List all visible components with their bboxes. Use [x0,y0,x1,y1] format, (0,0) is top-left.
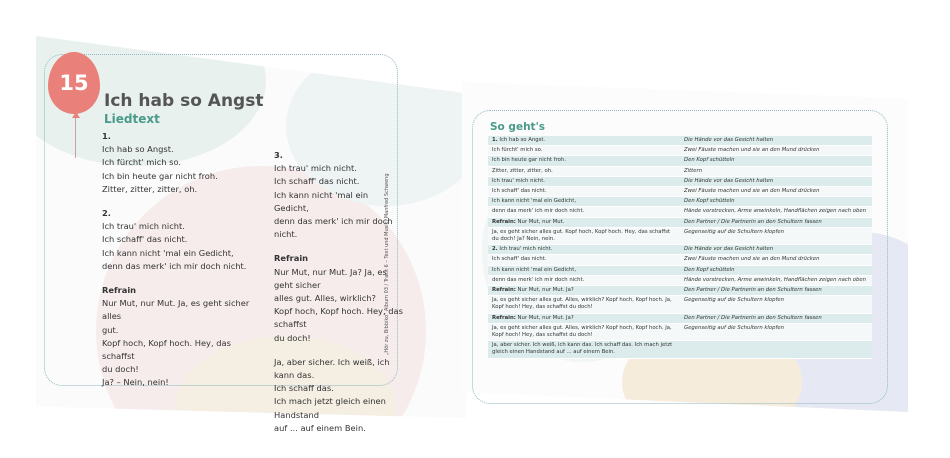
lyric-line: Ich schaff das. [274,383,334,394]
table-row [488,136,872,146]
table-row [488,314,872,324]
lyric-line: Kopf hoch, Kopf hoch. Hey, das schaffst [274,306,403,330]
lyric-line: Ich trau' mich nicht. [102,221,185,232]
lyric-line: gut. [102,324,119,335]
lyric-cell [488,286,680,295]
lyric-line: Ja? – Nein, nein! [102,377,169,388]
action-cell: Den Kopf schütteln [684,198,735,205]
row-text: Ich trau' mich nicht. [497,246,553,253]
table-row [488,296,872,313]
lyric-cell [488,314,680,323]
row-text: denn das merk' ich mir doch nicht. [492,276,585,283]
row-text: Ich schaff' das nicht. [492,256,547,263]
row-lead: Refrain: [492,287,516,294]
row-lead: Refrain: [492,314,516,321]
lyric-cell [488,341,680,357]
song-title: Ich hab so Angst [104,91,264,111]
lyrics-column-left [102,130,262,401]
row-lead: Refrain: [492,218,516,225]
lyric-cell [488,266,680,275]
verse-block [102,207,262,273]
verse-block [274,356,404,435]
row-text: Ich bin heute gar nicht froh. [492,157,566,164]
lyric-line: denn das merk' ich mir doch nicht. [274,216,393,240]
action-cell: Gegenseitig auf die Schultern klopfen [684,297,784,304]
lyric-cell [488,296,680,312]
action-cell [680,341,872,357]
lyric-line: du doch! [102,364,139,375]
table-row [488,324,872,341]
action-cell: Hände vorstrecken, Arme anwinkeln, Handflächen zeigen nach oben [684,208,867,215]
row-text: Zitter, zitter, zitter, oh. [492,167,553,174]
table-row [488,286,872,296]
lyrics-heading: Liedtext [104,112,160,126]
lyric-cell [488,146,680,155]
verse-heading: 2. [102,208,111,219]
row-text: Ich hab so Angst. [497,137,546,143]
action-cell: Den Kopf schütteln [684,157,735,164]
table-row [488,207,872,217]
verse-heading: 3. [274,150,283,160]
verse-block [102,130,262,196]
lyric-cell [488,156,680,165]
row-text: Ja, es geht sicher alles gut. Kopf hoch, Kopf hoch. Hey, das schaffst du doch! Ja? Nein, nein. [492,228,671,243]
lyric-line: Ich schaff' das nicht. [102,234,188,245]
balloon-string [75,118,76,158]
lyric-cell [488,167,680,176]
lyric-line: denn das merk' ich mir doch nicht. [102,260,247,271]
lyric-line: Ich schaff' das nicht. [274,176,360,187]
action-cell: Gegenseitig auf die Schultern klopfen [684,228,784,235]
balloon-number [48,52,100,114]
lyric-cell [488,276,680,285]
balloon-knot [72,112,80,118]
table-row [488,341,872,358]
row-text: Nur Mut, nur Mut. Ja? [515,287,574,294]
lyric-line: Ich fürcht' mich so. [102,157,182,168]
action-cell: Zwei Fäuste machen und sie an den Mund drücken [684,256,820,263]
action-cell: Den Partner / Die Partnerin an den Schultern fassen [684,287,822,294]
row-text: Ich schaff' das nicht. [492,188,547,195]
lyric-line: alles gut. Alles, wirklich? [274,293,376,304]
credit-line: „Hör zu, Bibbiko“ Album 03 / Track 6 – Text und Musik: Manfred Schweng [384,173,390,355]
action-cell: Den Partner / Die Partnerin an den Schultern fassen [684,218,822,225]
lyric-cell [488,245,680,254]
row-text: Ich kann nicht 'mal ein Gedicht, [492,266,577,273]
lyric-line: Nur Mut, nur Mut. Ja? Ja, es geht sicher [274,266,387,290]
row-text: Ja, aber sicher. Ich weiß, ich kann das. Ich schaff das. Ich mach jetzt gleich einen Handstand auf ... auf einem Bein. [492,342,673,356]
row-text: Nur Mut, nur Mut. [515,218,565,225]
lyric-line: Ich kann nicht 'mal ein Gedicht, [102,247,234,258]
song-number: 15 [59,71,89,95]
verse-heading: 1. [102,131,111,141]
table-row [488,146,872,156]
action-cell: Zwei Fäuste machen und sie an den Mund drücken [684,188,820,195]
table-row [488,156,872,166]
action-cell: Den Kopf schütteln [684,266,735,273]
lyric-cell [488,218,680,227]
lyric-line: Kopf hoch, Kopf hoch. Hey, das schaffst [102,337,231,362]
lyric-line: auf ... auf einem Bein. [274,422,366,433]
verse-heading: Refrain [102,285,137,296]
row-lead: 2. [492,246,498,253]
row-text: Ich fürcht' mich so. [492,147,543,154]
table-row [488,228,872,245]
action-cell: Die Hände vor das Gesicht halten [684,246,774,253]
table-row [488,167,872,177]
lyric-cell [488,197,680,206]
action-cell: Zwei Fäuste machen und sie an den Mund drücken [684,147,820,154]
action-cell: Die Hände vor das Gesicht halten [684,177,774,184]
lyric-line: Ich kann nicht 'mal ein Gedicht, [274,189,369,213]
action-cell: Die Hände vor das Gesicht halten [684,137,774,143]
lyric-line: Ich bin heute gar nicht froh. [102,170,218,181]
lyric-line: Nur Mut, nur Mut. Ja, es geht sicher alles [102,298,250,322]
table-row [488,255,872,265]
lyric-line: Ich mach jetzt gleich einen Handstand [274,396,386,420]
lyric-cell [488,255,680,264]
verse-heading: Refrain [274,253,309,264]
lyric-cell [488,136,680,145]
row-text: Ich kann nicht 'mal ein Gedicht, [492,198,577,205]
lyric-cell [488,228,680,244]
table-row [488,177,872,187]
lyric-line: Ich trau' mich nicht. [274,163,357,174]
lyric-cell [488,187,680,196]
row-text: Ich trau' mich nicht. [492,177,545,184]
actions-table [488,136,872,359]
lyric-line: Ja, aber sicher. Ich weiß, ich kann das. [274,356,390,381]
action-cell: Den Partner / Die Partnerin an den Schultern fassen [684,314,822,321]
table-row [488,266,872,276]
row-text: Ja, es geht sicher alles gut. Alles, wirklich? Kopf hoch, Kopf hoch. Ja, Kopf hoch! Hey, das schaffst du doch! [492,297,672,311]
row-text: denn das merk' ich mir doch nicht. [492,208,585,215]
lyric-line: Zitter, zitter, zitter, oh. [102,183,198,194]
action-cell: Gegenseitig auf die Schultern klopfen [684,324,784,331]
lyric-cell [488,207,680,216]
row-lead: 1. [492,137,498,143]
lyric-cell [488,177,680,186]
lyric-cell [488,324,680,340]
row-text: Nur Mut, nur Mut. Ja? [515,314,574,321]
action-cell: Zittern [684,167,703,174]
row-text: Ja, es geht sicher alles gut. Alles, wirklich? Kopf hoch, Kopf hoch. Ja, Kopf hoch! Hey, das schaffst du doch! [492,324,672,339]
table-row [488,276,872,286]
verse-block [102,284,262,390]
table-row [488,197,872,207]
so-gehts-heading: So geht's [490,121,546,133]
action-cell: Hände vorstrecken, Arme anwinkeln, Handflächen zeigen nach oben [684,276,867,283]
table-row [488,245,872,255]
lyric-line: du doch! [274,332,311,343]
table-row [488,218,872,228]
lyric-line: Ich hab so Angst. [102,144,174,155]
table-row [488,187,872,197]
